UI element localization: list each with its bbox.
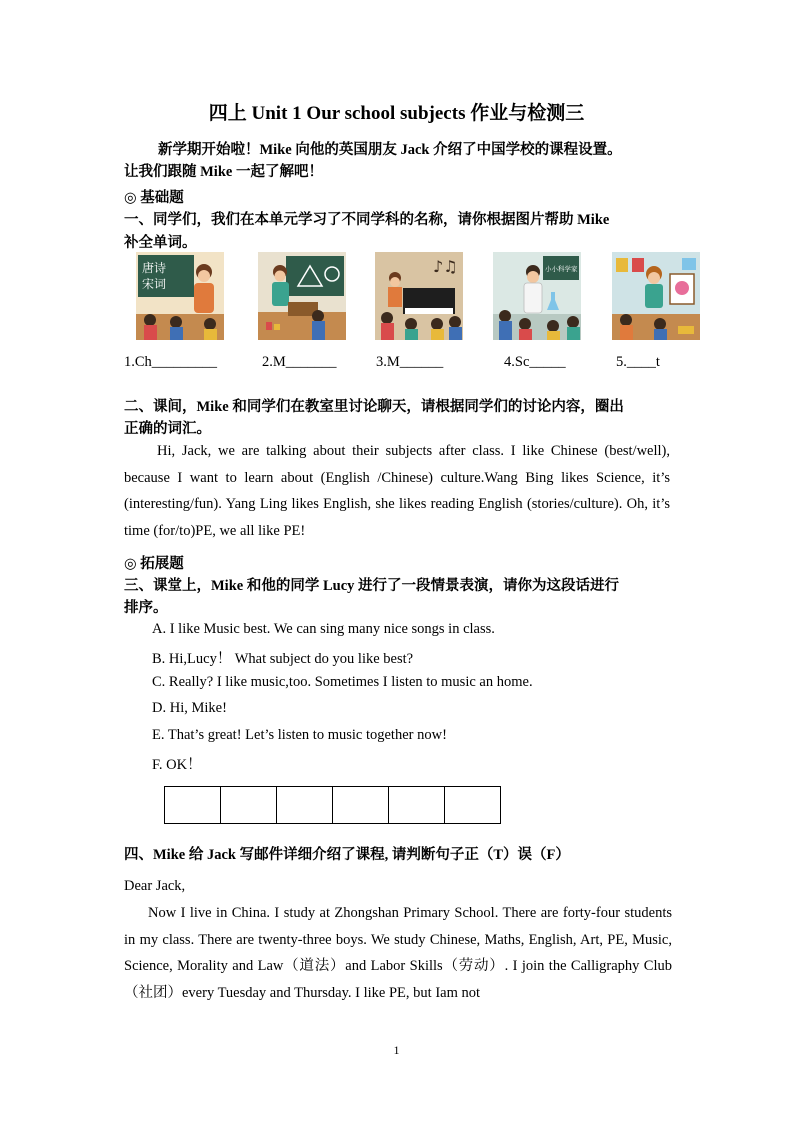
blank-3[interactable]: 3.M______: [376, 354, 444, 370]
chinese-class-picture: [136, 252, 224, 340]
order-answer-box[interactable]: [277, 787, 333, 824]
science-class-picture: [493, 252, 581, 340]
q2-heading-line-2: 正确的词汇。: [124, 421, 211, 437]
blank-2[interactable]: 2.M_______: [262, 354, 337, 370]
option-b: B. Hi,Lucy！ What subject do you like best?: [152, 651, 414, 667]
svg-text:宋词: 宋词: [142, 277, 167, 291]
svg-text:♪♫: ♪♫: [433, 257, 458, 276]
q2-heading-line-1: 二、课间，Mike 和同学们在教室里讨论聊天，请根据同学们的讨论内容，圈出: [124, 399, 624, 415]
blank-1[interactable]: 1.Ch_________: [124, 354, 218, 370]
order-answer-box[interactable]: [389, 787, 445, 824]
order-answer-box[interactable]: [165, 787, 221, 824]
option-d: D. Hi, Mike!: [152, 700, 227, 716]
letter-greeting: Dear Jack,: [124, 878, 186, 894]
letter-body: Now I live in China. I study at Zhongshan Primary School. There are forty-four students in my class. There are twenty-three boys. We study Chinese, Maths, English, Art, PE, Music, Science, Morality and Law（道法）and Labor Skills（劳动）. I join the Calligraphy Club （社团）every Tuesday and Thursday. I like PE, but Iam not: [124, 905, 672, 1001]
q3-heading-line-2: 排序。: [124, 600, 168, 616]
option-c: C. Really? I like music,too. Sometimes I listen to music an home.: [152, 674, 533, 690]
chalkboard-text: 唐诗: [142, 261, 167, 275]
science-board-text: 小小科学家: [545, 265, 578, 273]
option-a: A. I like Music best. We can sing many nice songs in class.: [152, 621, 495, 637]
blank-5[interactable]: 5.____t: [616, 354, 660, 370]
intro-line-1: 新学期开始啦！Mike 向他的英国朋友 Jack 介绍了中国学校的课程设置。: [158, 142, 622, 158]
order-answer-box[interactable]: [221, 787, 277, 824]
order-answer-box[interactable]: [445, 787, 501, 824]
q2-passage: Hi, Jack, we are talking about their subjects after class. I like Chinese (best/well), because I want to learn about (English /Chinese) culture.Wang Bing likes Science, it’s (interesting/fun). Yang Ling likes English, she likes reading English (stories/culture). Oh, it’s time (for/to)PE, we all like PE!: [124, 443, 670, 539]
blank-4[interactable]: 4.Sc_____: [504, 354, 566, 370]
option-e: E. That’s great! Let’s listen to music together now!: [152, 727, 447, 743]
section-basic-heading: ◎ 基础题: [124, 190, 184, 206]
q3-heading-line-1: 三、课堂上，Mike 和他的同学 Lucy 进行了一段情景表演，请你为这段话进行: [124, 578, 620, 594]
maths-class-picture: [258, 252, 346, 340]
section-extend-heading: ◎ 拓展题: [124, 556, 184, 572]
q1-heading-line-1: 一、同学们，我们在本单元学习了不同学科的名称，请你根据图片帮助 Mike: [124, 212, 610, 228]
order-answer-grid: [164, 786, 501, 824]
order-answer-box[interactable]: [333, 787, 389, 824]
q4-heading: 四、Mike 给 Jack 写邮件详细介绍了课程, 请判断句子正（T）误（F）: [124, 847, 570, 863]
intro-line-2: 让我们跟随 Mike 一起了解吧！: [124, 164, 323, 180]
music-class-picture: [375, 252, 463, 340]
q1-heading-line-2: 补全单词。: [124, 235, 197, 251]
art-class-picture: [612, 252, 700, 340]
page-title: 四上 Unit 1 Our school subjects 作业与检测三: [208, 103, 585, 124]
page-number: 1: [393, 1043, 400, 1057]
option-f: F. OK！: [152, 757, 202, 773]
